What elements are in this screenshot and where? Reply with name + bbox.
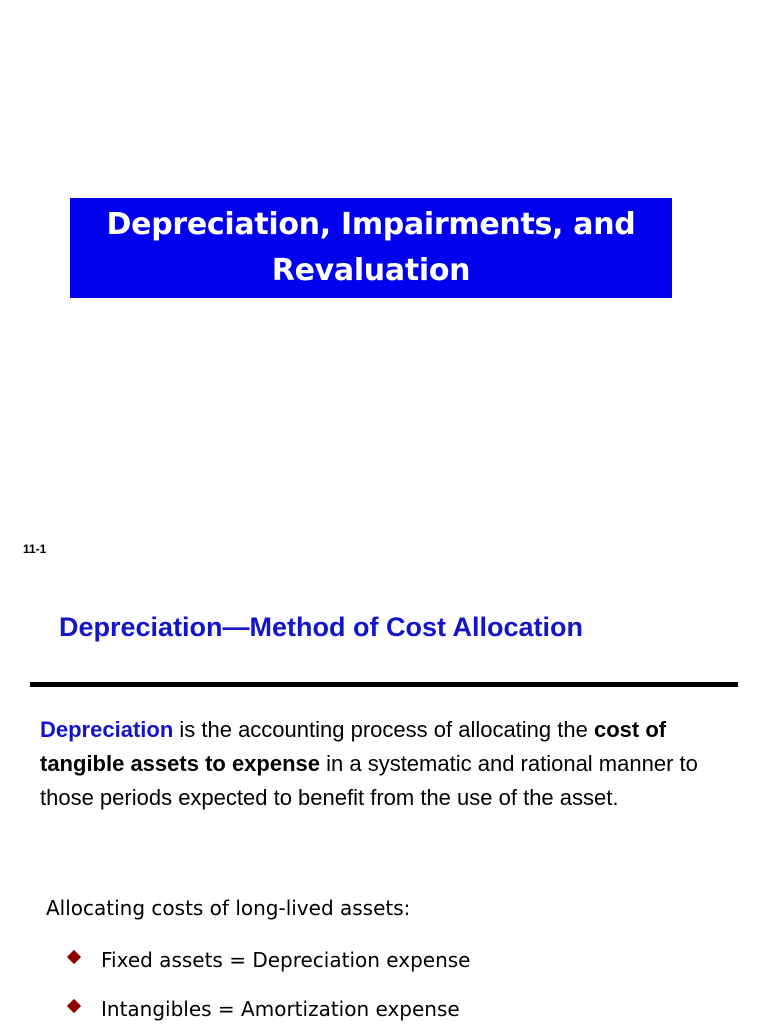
section-heading: Depreciation—Method of Cost Allocation	[59, 612, 584, 642]
slide-number: 11-1	[23, 542, 47, 556]
heading-divider	[30, 682, 738, 687]
title-banner	[70, 198, 672, 298]
definition-emphasis: cost of tangible assets to expense	[40, 717, 667, 776]
slide-title	[107, 202, 636, 294]
list-item-text: Fixed assets = Depreciation expense	[101, 948, 471, 972]
list-item	[66, 945, 470, 975]
definition-paragraph	[40, 713, 705, 815]
list-item	[66, 994, 460, 1024]
diamond-bullet-icon	[67, 999, 81, 1013]
slide-title-line-1: Depreciation, Impairments, and	[106, 207, 636, 242]
list-item-text: Intangibles = Amortization expense	[101, 997, 460, 1021]
definition-text-part-2: in a systematic and rational manner to those periods expected to benefit from the use of the asset.	[40, 751, 698, 810]
diamond-bullet-icon	[67, 950, 81, 964]
allocation-intro: Allocating costs of long-lived assets:	[46, 896, 411, 920]
definition-term: Depreciation	[40, 717, 174, 742]
definition-text-part-1: is the accounting process of allocating the	[173, 717, 594, 742]
slide-title-line-2: Revaluation	[271, 253, 471, 288]
